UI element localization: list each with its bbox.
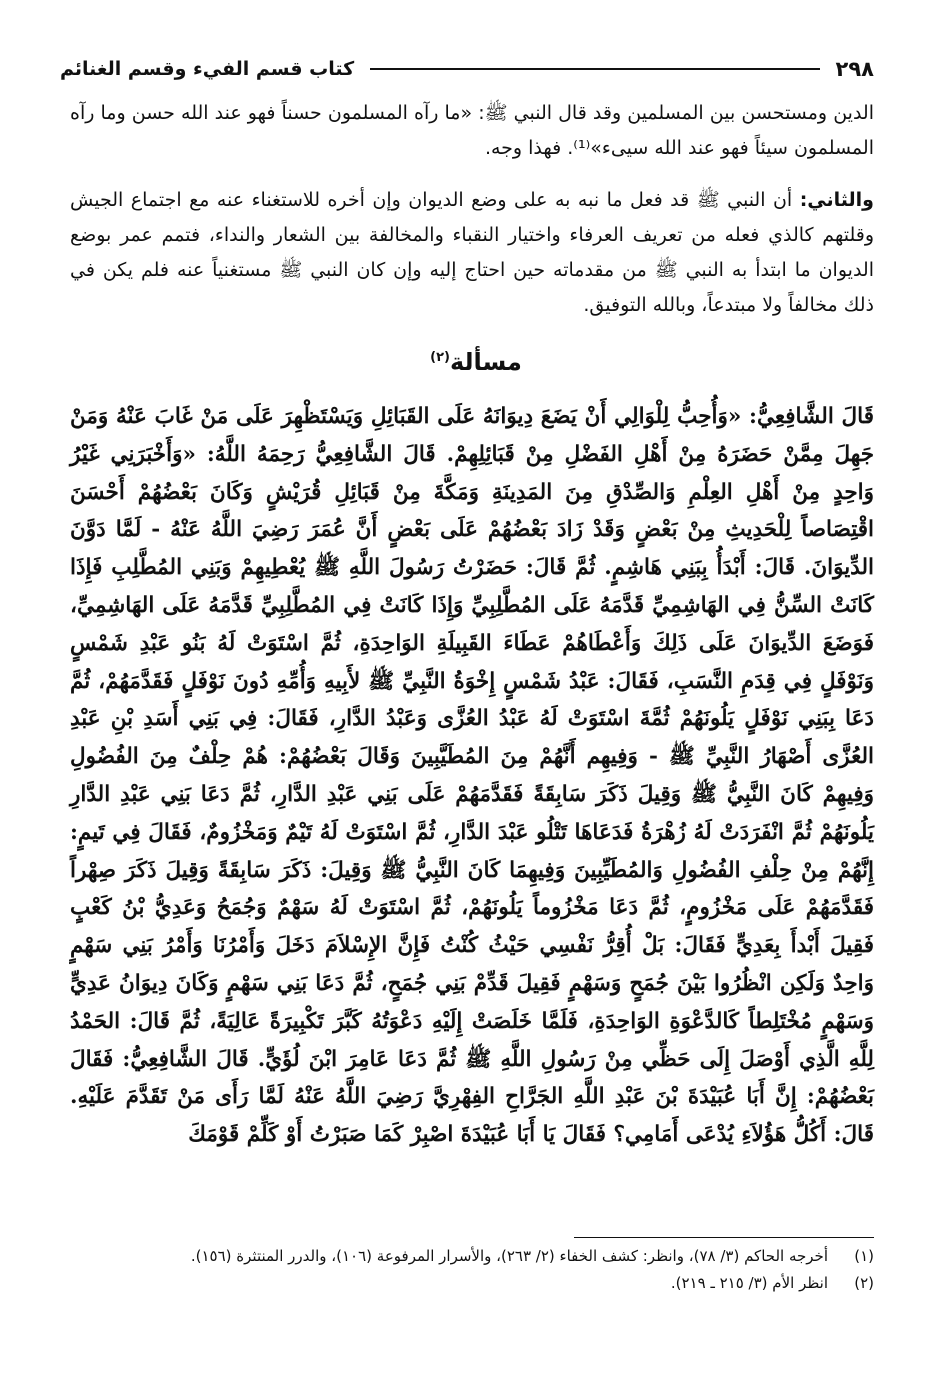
paragraph-2-text: أن النبي ﷺ قد فعل ما نبه به على وضع الديوان وإن أخره للاستغناء عنه مع اجتماع الجيش وقلتهم كالذي فعله من تعريف العرفاء واختيار النقباء والمخالفة بين الشعار والنداء، فتمم عمر بوضع الديوان ما ابتدأ به النبي ﷺ من مقدماته حين احتاج إليه وإن كان النبي ﷺ مستغنياً عنه فلم يكن في ذلك مخالفاً ولا مبتدعاً، وبالله التوفيق. [70,189,874,316]
footnote-text: أخرجه الحاكم (٣/ ٧٨)، وانظر: كشف الخفاء (٢/ ٢٦٣)، والأسرار المرفوعة (١٠٦)، والدرر المنتثرة (١٥٦). [190,1247,828,1265]
running-header [60,52,874,86]
header-rule [370,68,819,70]
footnote-item [70,1270,874,1297]
footnotes [70,1243,874,1297]
footnote-number: (١) [854,1247,874,1265]
paragraph-2 [70,183,874,323]
footnote-number: (٢) [854,1274,874,1292]
footnote-rule [574,1237,874,1238]
shafii-quote-text: قَالَ الشَّافِعِيُّ: «وَأُحِبُّ لِلْوَالِي أَنْ يَضَعَ دِيوَانَهُ عَلَى القَبَائِلِ وَيَسْتَظْهِرَ عَلَى مَنْ غَابَ عَنْهُ وَمَنْ جَهِلَ مِمَّنْ حَضَرَهُ مِنْ أَهْلِ الفَضْلِ مِنْ قَبَائِلِهِمْ. قَالَ الشَّافِعِيُّ رَحِمَهُ اللَّهُ: «وَأَخْبَرَنِي غَيْرُ وَاحِدٍ مِنْ أَهْلِ العِلْمِ وَالصِّدْقِ مِنَ المَدِينَةِ وَمَكَّةَ مِنْ قَبَائِلِ قُرَيْشٍ وَكَانَ بَعْضُهُمْ أَحْسَنَ اقْتِصَاصاً لِلْحَدِيثِ مِنْ بَعْضٍ وَقَدْ زَادَ بَعْضُهُمْ عَلَى بَعْضٍ أَنَّ عُمَرَ رَضِيَ اللَّهُ عَنْهُ - لَمَّا دَوَّنَ الدِّيوَانَ. قَالَ: أَبْدَأُ بِبَنِي هَاشِمٍ. ثُمَّ قَالَ: حَضَرْتُ رَسُولَ اللَّهِ ﷺ يُعْطِيهِمْ وَبَنِي المُطَّلِبِ فَإِذَا كَانَتْ السِّنُّ فِي الهَاشِمِيِّ قَدَّمَهُ عَلَى المُطَّلِبِيِّ وَإِذَا كَانَتْ فِي المُطَّلِبِيِّ قَدَّمَهُ عَلَى الهَاشِمِيِّ، فَوَضَعَ الدِّيوَانَ عَلَى ذَلِكَ وَأَعْطَاهُمْ عَطَاءَ القَبِيلَةِ الوَاحِدَةِ، ثُمَّ اسْتَوَتْ لَهُ بَنُو عَبْدِ شَمْسٍ وَنَوْفَلٍ فِي قِدَمِ النَّسَبِ، فَقَالَ: عَبْدُ شَمْسٍ إِخْوَةُ النَّبِيِّ ﷺ لأَبِيهِ وَأُمِّهِ دُونَ نَوْفَلٍ فَقَدَّمَهُمْ، ثُمَّ دَعَا بِبَنِي نَوْفَلٍ يَلُونَهُمْ ثُمَّةَ اسْتَوَتْ لَهُ عَبْدُ العُزَّى وَعَبْدُ الدَّارِ، فَقَالَ: فِي بَنِي أَسَدِ بْنِ عَبْدِ العُزَّى أَصْهَارُ النَّبِيِّ ﷺ - وَفِيهِم أَنَّهُمْ مِنَ المُطَيَّبِينَ وَقَالَ بَعْضُهُمْ: هُمْ حِلْفٌ مِنَ الفُضُولِ وَفِيهِمْ كَانَ النَّبِيُّ ﷺ وَقِيلَ ذَكَرَ سَابِقَةً فَقَدَّمَهُمْ عَلَى بَنِي عَبْدِ الدَّارِ، ثُمَّ دَعَا بَنِي عَبْدِ الدَّارِ يَلُونَهُمْ ثُمَّ انْفَرَدَتْ لَهُ زُهْرَةُ فَدَعَاهَا تَتْلُو عَبْدَ الدَّارِ، ثُمَّ اسْتَوَتْ لَهُ تَيْمٌ وَمَخْزُومٌ، فَقَالَ فِي تَيمٍ: إِنَّهُمْ مِنْ حِلْفِ الفُضُولِ وَالمُطَيِّبِينَ وَفِيهِمَا كَانَ النَّبِيُّ ﷺ وَقِيلَ: ذَكَرَ سَابِقَةً وَقِيلَ ذَكَرَ صِهْراً فَقَدَّمَهُمْ عَلَى مَخْزُومٍ، ثُمَّ دَعَا مَخْزُوماً يَلُونَهُمْ، ثُمَّ اسْتَوَتْ لَهُ سَهْمٌ وَجُمَحُ وَعَدِيُّ بْنُ كَعْبٍ فَقِيلَ أَبْدأَ بِعَدِيٍّ فَقَالَ: بَلْ أُقِرُّ نَفْسِي حَيْثُ كُنْتُ فَإِنَّ الإِسْلاَمَ دَخَلَ وَأَمْرُنَا وَأَمْرُ بَنِي سَهْمٍ وَاحِدٌ وَلَكِن انْظُرُوا بَيْنَ جُمَحٍ وَسَهْمٍ فَقِيلَ قَدِّمْ بَنِي جُمَحٍ، ثُمَّ دَعَا بَنِي سَهْمٍ وَكَانَ دِيوَانُ عَدِيٍّ وَسَهْمٍ مُخْتَلِطاً كَالدَّعْوَةِ الوَاحِدَةِ، فَلَمَّا خَلَصَتْ إِلَيْهِ دَعْوَتُهُ كَبَّرَ تَكْبِيرَةً عَالِيَةً، ثُمَّ قَالَ: الحَمْدُ لِلَّهِ الَّذِي أَوْصَلَ إِلَى حَظِّي مِنْ رَسُولِ اللَّهِ ﷺ ثُمَّ دَعَا عَامِرَ ابْنَ لُؤَيٍّ. قَالَ الشَّافِعِيُّ: فَقَالَ بَعْضُهُمْ: إِنَّ أَبَا عُبَيْدَةَ بْنَ عَبْدِ اللَّهِ الجَرَّاحِ الفِهْرِيَّ رَضِيَ اللَّهُ عَنْهُ لَمَّا رَأَى مَنْ تَقَدَّمَ عَلَيْهِ. قَالَ: أَكُلُّ هَؤُلاَءِ يُدْعَى أَمَامِي؟ فَقَالَ يَا أَبَا عُبَيْدَةَ اصْبِرْ كَمَا صَبَرْتُ أَوْ كَلِّمْ قَوْمَكَ [70,404,874,1148]
paragraph-1: الدين ومستحسن بين المسلمين وقد قال النبي ﷺ: «ما رآه المسلمون حسناً فهو عند الله حسن وما رآه المسلمون سيئاً فهو عند الله سيىء»⁽¹⁾. فهذا وجه. [70,102,874,159]
page-number: ٢٩٨ [835,57,874,81]
book-title: كتاب قسم الفيء وقسم الغنائم [60,58,355,80]
paragraph-2-lead: والثاني: [799,189,874,211]
section-title: مسألة [449,348,522,376]
section-footnote-mark: (٢) [430,350,450,365]
section-heading [0,348,952,376]
footnote-item [70,1243,874,1270]
footnote-text: انظر الأم (٣/ ٢١٥ ـ ٢١٩). [670,1274,828,1292]
